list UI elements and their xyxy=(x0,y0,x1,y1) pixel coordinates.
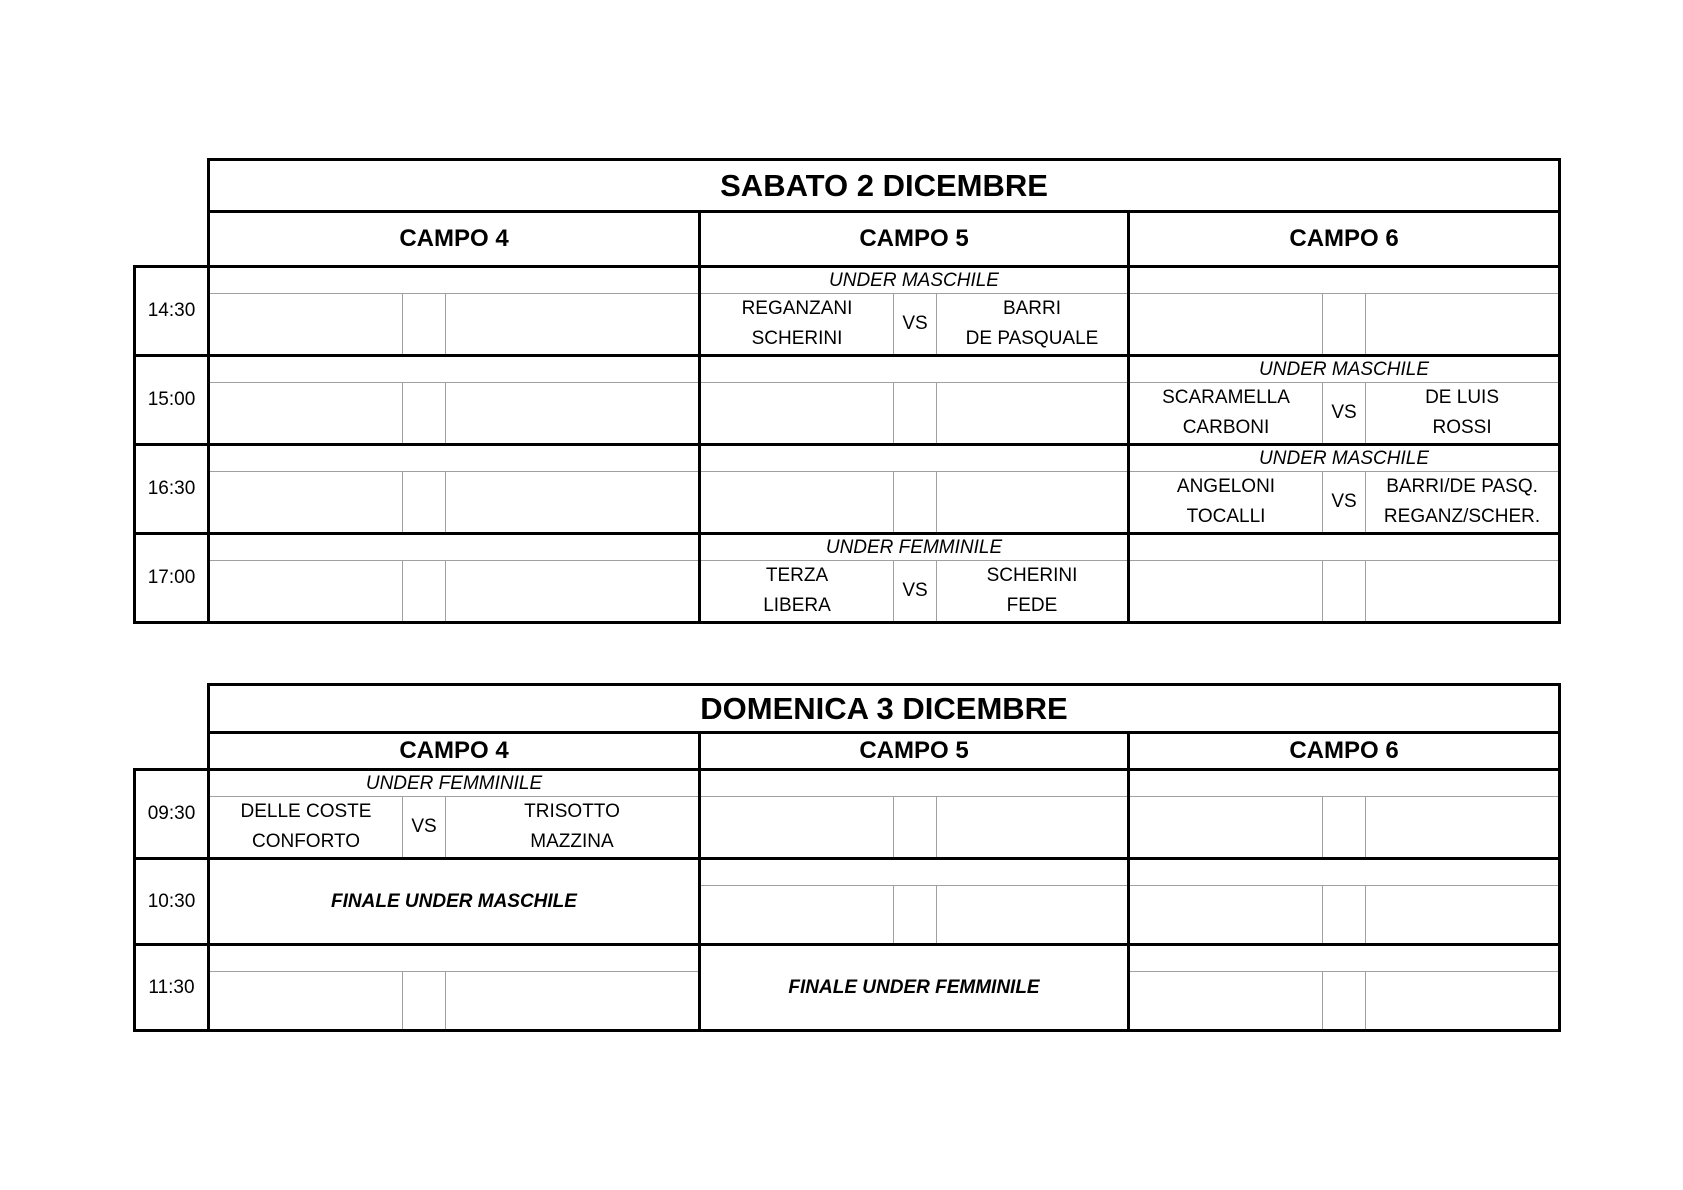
campo-5-vs-label xyxy=(894,886,937,945)
campo-5-vs-label: VS xyxy=(894,294,937,356)
campo-5-vs-label xyxy=(894,383,937,445)
campo-6-away-team xyxy=(1366,797,1560,859)
time-slot: 09:30 xyxy=(135,770,209,859)
match-row xyxy=(135,472,1560,534)
campo-6-home-team-player: TOCALLI xyxy=(1186,506,1266,527)
day-title: DOMENICA 3 DICEMBRE xyxy=(209,685,1560,733)
campo-4-home-team xyxy=(209,472,403,534)
campo-4-category: UNDER FEMMINILE xyxy=(209,770,700,797)
campo-5-home-team-player: REGANZANI xyxy=(741,298,853,319)
category-row xyxy=(135,356,1560,383)
campo-6-away-team xyxy=(1366,972,1560,1031)
campo-4-home-team-player: DELLE COSTE xyxy=(240,801,372,822)
campo-6-category xyxy=(1129,945,1560,972)
campo-5-category: UNDER FEMMINILE xyxy=(700,534,1129,561)
time-slot: 17:00 xyxy=(135,534,209,623)
match-row xyxy=(135,294,1560,356)
campo-5-vs-label xyxy=(894,472,937,534)
campo-4-header: CAMPO 4 xyxy=(209,733,700,770)
campo-4-final: FINALE UNDER MASCHILE xyxy=(209,859,700,945)
campo-4-category xyxy=(209,267,700,294)
campo-5-category xyxy=(700,859,1129,886)
campo-4-vs-label xyxy=(403,972,446,1031)
sunday-schedule-table xyxy=(133,683,1561,1032)
campo-5-home-team xyxy=(700,294,894,356)
campo-4-category xyxy=(209,945,700,972)
campo-4-header: CAMPO 4 xyxy=(209,212,700,267)
campo-4-away-team xyxy=(446,472,700,534)
campo-6-home-team xyxy=(1129,561,1323,623)
campo-5-away-team xyxy=(937,886,1129,945)
campo-6-home-team-player: CARBONI xyxy=(1182,417,1270,438)
campo-4-away-team xyxy=(446,972,700,1031)
campo-4-home-team xyxy=(209,797,403,859)
campo-5-home-team xyxy=(700,561,894,623)
campo-5-header: CAMPO 5 xyxy=(700,212,1129,267)
campo-6-away-team-player: ROSSI xyxy=(1432,417,1492,438)
campo-6-home-team xyxy=(1129,972,1323,1031)
campo-6-category xyxy=(1129,770,1560,797)
campo-6-header: CAMPO 6 xyxy=(1129,733,1560,770)
campo-4-home-team xyxy=(209,383,403,445)
day-title: SABATO 2 DICEMBRE xyxy=(209,160,1560,212)
campo-5-vs-label: VS xyxy=(894,561,937,623)
campo-6-header: CAMPO 6 xyxy=(1129,212,1560,267)
campo-6-home-team xyxy=(1129,383,1323,445)
campo-4-vs-label xyxy=(403,294,446,356)
campo-5-away-team-player: FEDE xyxy=(1006,595,1058,616)
campo-4-away-team xyxy=(446,561,700,623)
match-row xyxy=(135,561,1560,623)
campo-4-home-team xyxy=(209,294,403,356)
campo-6-vs-label xyxy=(1323,886,1366,945)
campo-5-home-team-player: SCHERINI xyxy=(751,328,843,349)
campo-5-header: CAMPO 5 xyxy=(700,733,1129,770)
saturday-schedule-table xyxy=(133,158,1561,624)
campo-4-away-team xyxy=(446,797,700,859)
campo-5-final: FINALE UNDER FEMMINILE xyxy=(700,945,1129,1031)
category-row xyxy=(135,859,1560,886)
campo-6-vs-label xyxy=(1323,972,1366,1031)
campo-6-away-team-player: REGANZ/SCHER. xyxy=(1383,506,1541,527)
campo-6-away-team xyxy=(1366,294,1560,356)
empty-corner xyxy=(135,685,209,733)
campo-4-category xyxy=(209,445,700,472)
campo-6-vs-label: VS xyxy=(1323,383,1366,445)
campo-4-away-team xyxy=(446,383,700,445)
empty-corner xyxy=(135,160,209,212)
campo-6-home-team xyxy=(1129,886,1323,945)
campo-5-home-team-player: TERZA xyxy=(765,565,829,586)
campo-4-home-team xyxy=(209,561,403,623)
campo-6-home-team xyxy=(1129,472,1323,534)
campo-5-home-team-player: LIBERA xyxy=(763,595,831,616)
campo-4-category xyxy=(209,356,700,383)
campo-6-category: UNDER MASCHILE xyxy=(1129,445,1560,472)
campo-4-away-team-player: TRISOTTO xyxy=(524,801,620,822)
empty-corner xyxy=(135,733,209,770)
campo-5-away-team xyxy=(937,472,1129,534)
match-row xyxy=(135,797,1560,859)
campo-5-home-team xyxy=(700,797,894,859)
campo-6-vs-label xyxy=(1323,561,1366,623)
campo-6-category xyxy=(1129,534,1560,561)
campo-6-home-team xyxy=(1129,294,1323,356)
campo-5-vs-label xyxy=(894,797,937,859)
campo-5-away-team xyxy=(937,561,1129,623)
campo-4-away-team-player: MAZZINA xyxy=(530,831,614,852)
campo-6-away-team-player: DE LUIS xyxy=(1425,387,1499,408)
campo-5-away-team-player: SCHERINI xyxy=(986,565,1078,586)
campo-6-vs-label: VS xyxy=(1323,472,1366,534)
campo-6-away-team xyxy=(1366,561,1560,623)
category-row xyxy=(135,945,1560,972)
campo-4-away-team xyxy=(446,294,700,356)
campo-6-category: UNDER MASCHILE xyxy=(1129,356,1560,383)
campo-5-category xyxy=(700,356,1129,383)
campo-6-away-team xyxy=(1366,472,1560,534)
campo-6-away-team-player: BARRI/DE PASQ. xyxy=(1386,476,1538,497)
campo-4-home-team xyxy=(209,972,403,1031)
match-row xyxy=(135,383,1560,445)
campo-5-home-team xyxy=(700,886,894,945)
campo-6-home-team xyxy=(1129,797,1323,859)
time-slot: 10:30 xyxy=(135,859,209,945)
campo-6-away-team xyxy=(1366,383,1560,445)
campo-5-away-team-player: DE PASQUALE xyxy=(965,328,1099,349)
time-slot: 15:00 xyxy=(135,356,209,445)
time-slot: 14:30 xyxy=(135,267,209,356)
empty-corner xyxy=(135,212,209,267)
campo-6-home-team-player: ANGELONI xyxy=(1176,476,1276,497)
time-slot: 16:30 xyxy=(135,445,209,534)
campo-5-away-team xyxy=(937,383,1129,445)
campo-5-away-team xyxy=(937,294,1129,356)
category-row xyxy=(135,267,1560,294)
campo-4-vs-label: VS xyxy=(403,797,446,859)
campo-6-away-team xyxy=(1366,886,1560,945)
campo-6-category xyxy=(1129,267,1560,294)
campo-5-home-team xyxy=(700,472,894,534)
category-row xyxy=(135,770,1560,797)
campo-4-vs-label xyxy=(403,472,446,534)
campo-5-category xyxy=(700,445,1129,472)
campo-5-category: UNDER MASCHILE xyxy=(700,267,1129,294)
campo-6-home-team-player: SCARAMELLA xyxy=(1162,387,1290,408)
campo-4-vs-label xyxy=(403,561,446,623)
campo-6-vs-label xyxy=(1323,797,1366,859)
campo-6-vs-label xyxy=(1323,294,1366,356)
campo-5-away-team-player: BARRI xyxy=(1002,298,1062,319)
campo-6-category xyxy=(1129,859,1560,886)
category-row xyxy=(135,534,1560,561)
campo-4-category xyxy=(209,534,700,561)
campo-5-away-team xyxy=(937,797,1129,859)
campo-4-home-team-player: CONFORTO xyxy=(251,831,361,852)
campo-5-home-team xyxy=(700,383,894,445)
campo-4-vs-label xyxy=(403,383,446,445)
category-row xyxy=(135,445,1560,472)
time-slot: 11:30 xyxy=(135,945,209,1031)
campo-5-category xyxy=(700,770,1129,797)
